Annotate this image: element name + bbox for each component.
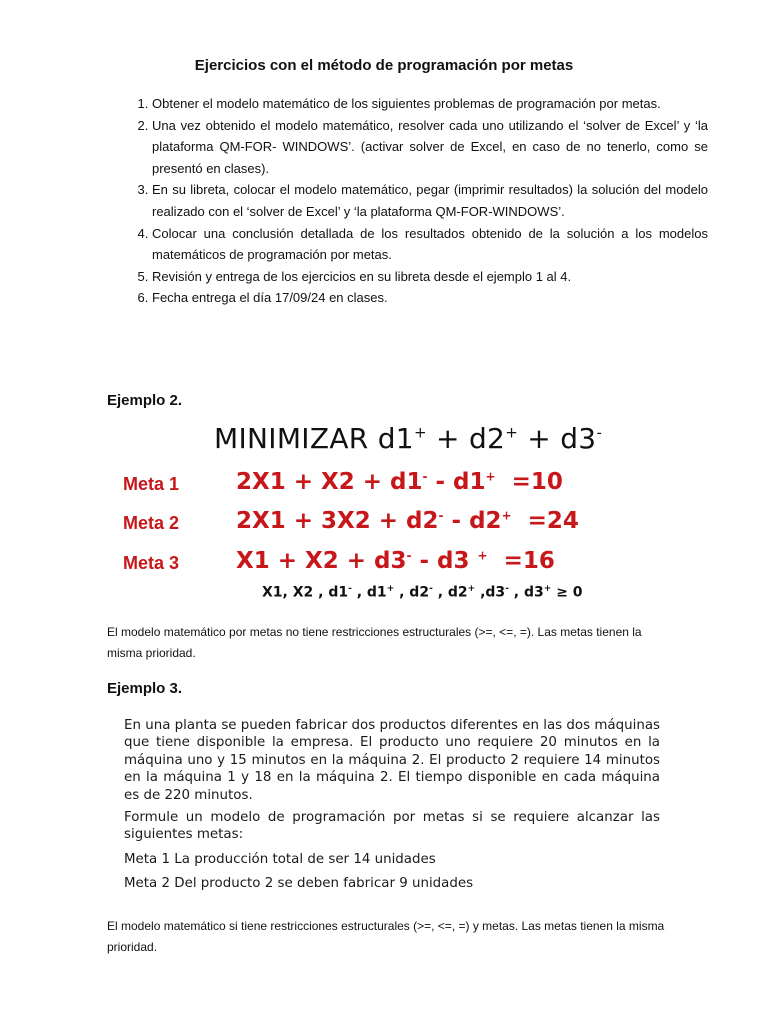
eq-rhs: =24 <box>511 508 579 534</box>
eq-part: - d1 <box>427 469 486 495</box>
eq-sup: - <box>422 469 428 484</box>
objective-term: d1 <box>377 422 414 455</box>
eq-part: 2X1 + X2 + d1 <box>236 469 423 495</box>
meta-3-equation <box>236 548 555 574</box>
document-title: Ejercicios con el método de programación por metas <box>194 57 574 74</box>
meta-1-equation <box>236 469 563 495</box>
non-negativity-constraint <box>262 584 583 601</box>
meta-1-label: Meta 1 <box>123 474 180 494</box>
objective-term: d2 <box>468 422 506 455</box>
nonneg-part: , d2 <box>432 584 468 601</box>
eq-sup: - <box>406 548 412 563</box>
objective-word: MINIMIZAR <box>214 422 369 455</box>
nonneg-part: , d2 <box>394 584 430 601</box>
instruction-item: 3. En su libreta, colocar el modelo matemático, pegar (imprimir resultados) la solución del modelo realizado con el ‘solver de Excel’ y ‘la plataforma QM-FOR-WINDOWS’. <box>152 179 708 222</box>
eq-part: - d2 <box>443 508 502 534</box>
nonneg-sup: + <box>386 584 395 594</box>
nonneg-part: X1, X2 , d1 <box>262 584 349 601</box>
eq-sup: - <box>438 508 444 523</box>
objective-sup: + <box>505 423 519 442</box>
eq-sup: + <box>501 508 512 523</box>
problem-statement: En una planta se pueden fabricar dos productos diferentes en las dos máquinas que tiene disponible la empresa. El producto uno requiere 20 minutos en la máquina uno y 15 minutos en la máquina 2. El producto 2 requiere 14 minutos en la máquina 1 y 18 en la máquina 2. El tiempo disponible en cada máquina es de 220 minutos. <box>124 718 660 803</box>
instruction-item: 1. Obtener el modelo matemático de los siguientes problemas de programación por metas. <box>152 93 708 115</box>
objective-function <box>214 422 602 455</box>
instruction-item: 2. Una vez obtenido el modelo matemático, resolver cada uno utilizando el ‘solver de Excel’ y ‘la plataforma QM-FOR- WINDOWS’. (activar solver de Excel, en caso de no tenerlo, como se presentó en clases). <box>152 115 708 180</box>
objective-sup: - <box>596 423 603 442</box>
eq-part: 2X1 + 3X2 + d2 <box>236 508 439 534</box>
eq-part: - d3 <box>411 548 478 574</box>
nonneg-part: , d3 <box>508 584 544 601</box>
nonneg-sup: + <box>543 584 552 594</box>
eq-rhs: =16 <box>487 548 555 574</box>
example-3-note: El modelo matemático si tiene restricciones estructurales (>=, <=, =) y metas. Las metas tienen la misma prioridad. <box>107 919 665 954</box>
eq-rhs: =10 <box>495 469 563 495</box>
example-2-note: El modelo matemático por metas no tiene restricciones estructurales (>=, <=, =). Las metas tienen la misma prioridad. <box>107 625 642 660</box>
nonneg-sup: - <box>505 584 509 594</box>
objective-term: d3 <box>560 422 597 455</box>
problem-formulate: Formule un modelo de programación por metas si se requiere alcanzar las siguientes metas: <box>124 810 660 843</box>
nonneg-part: , d1 <box>351 584 387 601</box>
instruction-item: 5. Revisión y entrega de los ejercicios en su libreta desde el ejemplo 1 al 4. <box>152 266 708 288</box>
problem-goal-1: Meta 1 La producción total de ser 14 unidades <box>124 851 436 867</box>
eq-sup: + <box>477 548 488 563</box>
objective-op: + <box>426 422 469 455</box>
nonneg-part: ≥ 0 <box>551 584 583 601</box>
eq-part: X1 + X2 + d3 <box>236 548 407 574</box>
objective-op: + <box>518 422 561 455</box>
nonneg-sup: - <box>429 584 433 594</box>
meta-2-label: Meta 2 <box>123 513 180 533</box>
example-2-heading: Ejemplo 2. <box>107 392 183 409</box>
instruction-item: 4. Colocar una conclusión detallada de los resultados obtenido de la solución a los modelos matemáticos de programación por metas. <box>152 223 708 266</box>
example-3-problem-image <box>124 717 660 893</box>
nonneg-part: ,d3 <box>475 584 506 601</box>
instruction-item: 6. Fecha entrega el día 17/09/24 en clases. <box>152 287 708 309</box>
eq-sup: + <box>485 469 496 484</box>
nonneg-sup: + <box>467 584 476 594</box>
meta-2-equation <box>236 508 579 534</box>
meta-3-label: Meta 3 <box>123 553 180 573</box>
objective-sup: + <box>413 423 427 442</box>
example-3-heading: Ejemplo 3. <box>107 680 183 697</box>
problem-goal-2: Meta 2 Del producto 2 se deben fabricar 9 unidades <box>124 876 474 892</box>
nonneg-sup: - <box>348 584 352 594</box>
instructions-list <box>106 93 708 309</box>
